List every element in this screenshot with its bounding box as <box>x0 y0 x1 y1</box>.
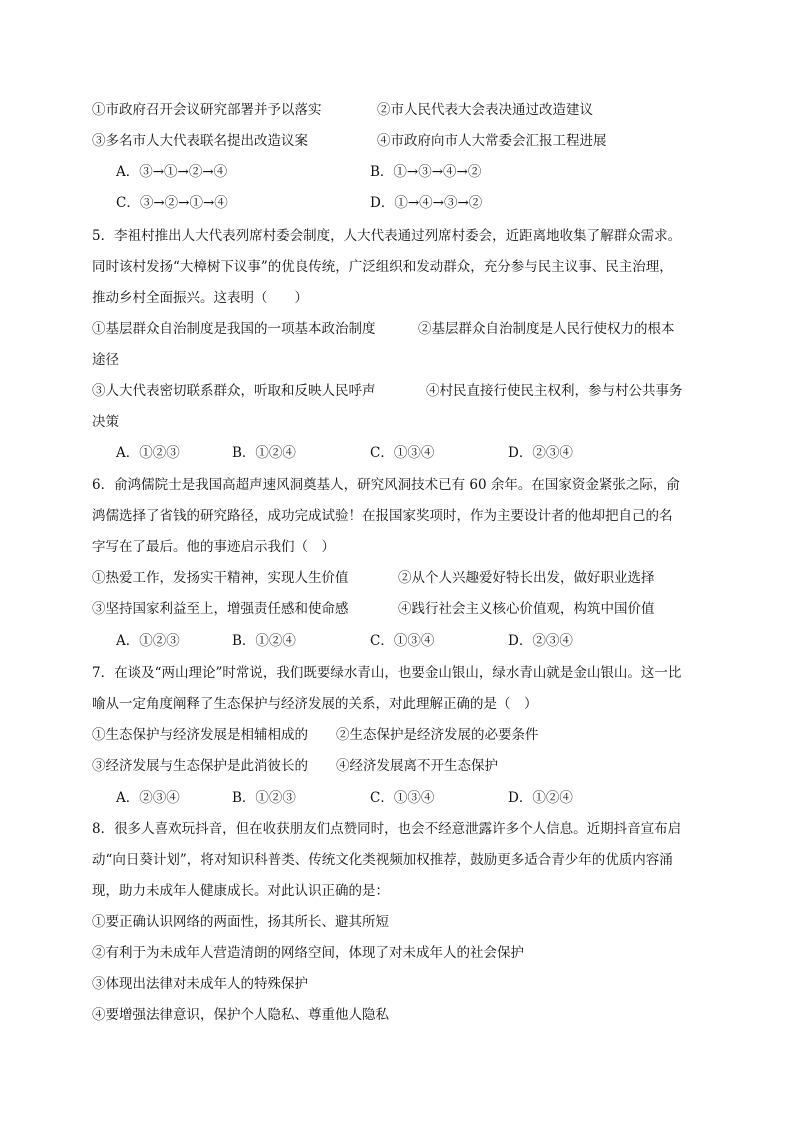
q6-choice-b: B．①②④ <box>232 633 296 649</box>
q8-option-3: ③体现出法律对未成年人的特殊保护 <box>92 976 308 992</box>
q5-choice-c: C．①③④ <box>370 445 435 461</box>
q6-option-2: ②从个人兴趣爱好特长出发，做好职业选择 <box>398 570 655 586</box>
q4-choice-a: A．③→①→②→④ <box>116 164 228 180</box>
q4-option-1: ①市政府召开会议研究部署并予以落实 <box>92 102 322 118</box>
q7-stem-line-1: 7．在谈及“两山理论”时常说，我们既要绿水青山，也要金山银山，绿水青山就是金山银山。这一比 <box>92 665 682 681</box>
q5-choice-d: D．②③④ <box>508 445 573 461</box>
q7-choice-b: B．①②③ <box>232 790 296 806</box>
q6-option-1: ①热爱工作，发扬实干精神，实现人生价值 <box>92 570 349 586</box>
q6-stem-line-2: 鸿儒选择了省钱的研究路径，成功完成试验！在报国家奖项时，作为主要设计者的他却把自己的名 <box>92 508 673 524</box>
q5-stem-line-2: 同时该村发扬“大樟树下议事”的优良传统，广泛组织和发动群众，充分参与民主议事、民主治理， <box>92 259 673 275</box>
q7-option-1: ①生态保护与经济发展是相辅相成的 <box>92 727 308 743</box>
q5-stem-line-1: 5．李祖村推出人大代表列席村委会制度，人大代表通过列席村委会，近距离地收集了解群众需求。 <box>92 228 682 244</box>
q8-option-4: ④要增强法律意识，保护个人隐私、尊重他人隐私 <box>92 1007 389 1023</box>
q8-option-1: ①要正确认识网络的两面性，扬其所长、避其所短 <box>92 914 389 930</box>
q6-option-3: ③坚持国家利益至上，增强责任感和使命感 <box>92 601 349 617</box>
q6-choice-d: D．②③④ <box>508 633 573 649</box>
q5-option-4-wrap: 决策 <box>92 414 119 430</box>
q5-choice-a: A．①②③ <box>116 445 180 461</box>
q7-option-3: ③经济发展与生态保护是此消彼长的 <box>92 758 308 774</box>
q5-choice-b: B．①②④ <box>232 445 296 461</box>
q6-stem-line-1: 6．俞鸿儒院士是我国高超声速风洞奠基人，研究风洞技术已有 60 余年。在国家资金紧张之际，俞 <box>92 477 680 493</box>
q4-choice-b: B．①→③→④→② <box>370 164 482 180</box>
q7-choice-c: C．①③④ <box>370 790 435 806</box>
q5-stem-line-3: 推动乡村全面振兴。这表明（ ） <box>92 290 308 306</box>
q8-stem-line-2: 动“向日葵计划”，将对知识科普类、传统文化类视频加权推荐，鼓励更多适合青少年的优质内容涌 <box>92 852 673 868</box>
q4-choice-d: D．①→④→③→② <box>370 195 483 211</box>
q6-stem-line-3: 字写在了最后。他的事迹启示我们（ ） <box>92 539 335 555</box>
q5-option-3: ③人大代表密切联系群众，听取和反映人民呼声 <box>92 383 376 399</box>
q5-option-1: ①基层群众自治制度是我国的一项基本政治制度 <box>92 321 376 337</box>
q8-stem-line-3: 现，助力未成年人健康成长。对此认识正确的是： <box>92 883 389 899</box>
q6-choice-a: A．①②③ <box>116 633 180 649</box>
q7-option-4: ④经济发展离不开生态保护 <box>336 758 498 774</box>
q4-choice-c: C．③→②→①→④ <box>116 195 228 211</box>
q8-stem-line-1: 8．很多人喜欢玩抖音，但在收获朋友们点赞同时，也会不经意泄露许多个人信息。近期抖音宣布启 <box>92 821 682 837</box>
q7-choice-a: A．②③④ <box>116 790 180 806</box>
q8-option-2: ②有利于为未成年人营造清朗的网络空间，体现了对未成年人的社会保护 <box>92 945 524 961</box>
q5-option-4: ④村民直接行使民主权利，参与村公共事务 <box>426 383 683 399</box>
q5-option-2-wrap: 途径 <box>92 352 119 368</box>
q7-option-2: ②生态保护是经济发展的必要条件 <box>336 727 539 743</box>
q6-option-4: ④践行社会主义核心价值观，构筑中国价值 <box>398 601 655 617</box>
q4-option-3: ③多名市人大代表联名提出改造议案 <box>92 133 308 149</box>
q5-option-2: ②基层群众自治制度是人民行使权力的根本 <box>418 321 675 337</box>
q7-stem-line-2: 喻从一定角度阐释了生态保护与经济发展的关系，对此理解正确的是（ ） <box>92 696 538 712</box>
q7-choice-d: D．①②④ <box>508 790 573 806</box>
q4-option-2: ②市人民代表大会表决通过改造建议 <box>377 102 593 118</box>
q6-choice-c: C．①③④ <box>370 633 435 649</box>
q4-option-4: ④市政府向市人大常委会汇报工程进展 <box>377 133 607 149</box>
